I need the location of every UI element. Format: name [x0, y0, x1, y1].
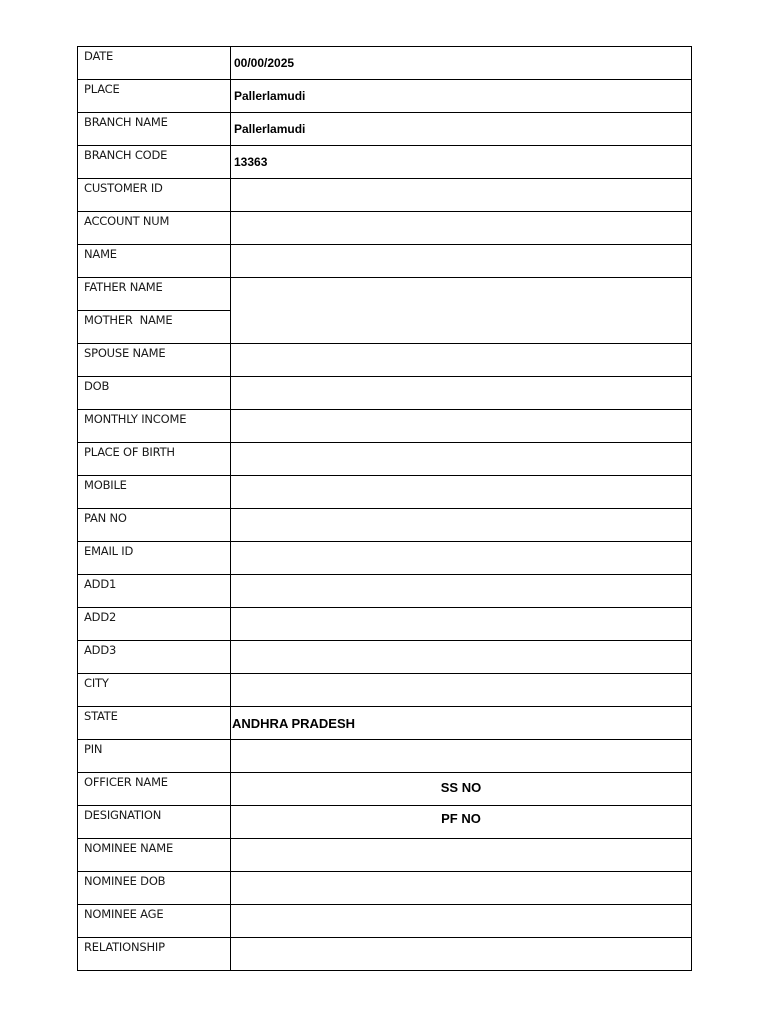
row-place-of-birth	[78, 443, 692, 476]
row-place	[78, 80, 692, 113]
city-label-cell	[78, 674, 231, 707]
row-officer-name	[78, 773, 692, 806]
row-relationship	[78, 938, 692, 971]
row-branch-name	[78, 113, 692, 146]
place-label: PLACE	[84, 82, 120, 96]
name-label-cell	[78, 245, 231, 278]
row-nominee-name	[78, 839, 692, 872]
name-label: NAME	[84, 247, 117, 261]
add1-label: ADD1	[84, 577, 117, 591]
branch-code-field[interactable]	[231, 146, 692, 179]
designation-field[interactable]	[231, 806, 692, 839]
mother-name-label: MOTHER NAME	[84, 313, 173, 327]
city-label: CITY	[84, 676, 109, 690]
date-value: 00/00/2025	[234, 56, 295, 70]
row-customer-id	[78, 179, 692, 212]
nominee-age-label-cell	[78, 905, 231, 938]
row-email-id	[78, 542, 692, 575]
row-pin	[78, 740, 692, 773]
name-field[interactable]	[231, 245, 692, 278]
spouse-name-label-cell	[78, 344, 231, 377]
add1-field[interactable]	[231, 575, 692, 608]
branch-name-label-cell	[78, 113, 231, 146]
mobile-label-cell	[78, 476, 231, 509]
row-name	[78, 245, 692, 278]
parents-name-field[interactable]	[231, 278, 692, 344]
relationship-label: RELATIONSHIP	[84, 940, 165, 954]
spouse-name-field[interactable]	[231, 344, 692, 377]
place-of-birth-label: PLACE OF BIRTH	[84, 445, 175, 459]
branch-code-label: BRANCH CODE	[84, 148, 168, 162]
city-field[interactable]	[231, 674, 692, 707]
date-label: DATE	[84, 49, 114, 63]
monthly-income-field[interactable]	[231, 410, 692, 443]
ss-no-label: SS NO	[440, 780, 482, 795]
branch-name-value: Pallerlamudi	[234, 122, 306, 136]
nominee-name-field[interactable]	[231, 839, 692, 872]
customer-form-table	[77, 46, 692, 971]
dob-field[interactable]	[231, 377, 692, 410]
row-mobile	[78, 476, 692, 509]
row-state	[78, 707, 692, 740]
state-value: ANDHRA PRADESH	[232, 716, 356, 731]
nominee-dob-label-cell	[78, 872, 231, 905]
customer-id-label-cell	[78, 179, 231, 212]
officer-name-field[interactable]	[231, 773, 692, 806]
add2-field[interactable]	[231, 608, 692, 641]
pan-no-label-cell	[78, 509, 231, 542]
date-label-cell	[78, 47, 231, 80]
place-field[interactable]	[231, 80, 692, 113]
add3-field[interactable]	[231, 641, 692, 674]
row-dob	[78, 377, 692, 410]
nominee-age-label: NOMINEE AGE	[84, 907, 164, 921]
monthly-income-label-cell	[78, 410, 231, 443]
father-name-label: FATHER NAME	[84, 280, 163, 294]
pin-field[interactable]	[231, 740, 692, 773]
state-field[interactable]	[231, 707, 692, 740]
row-date	[78, 47, 692, 80]
state-label: STATE	[84, 709, 118, 723]
place-of-birth-label-cell	[78, 443, 231, 476]
email-id-label: EMAIL ID	[84, 544, 134, 558]
monthly-income-label: MONTHLY INCOME	[84, 412, 187, 426]
nominee-name-label-cell	[78, 839, 231, 872]
row-nominee-dob	[78, 872, 692, 905]
customer-id-label: CUSTOMER ID	[84, 181, 163, 195]
add2-label-cell	[78, 608, 231, 641]
pan-no-label: PAN NO	[84, 511, 127, 525]
pan-no-field[interactable]	[231, 509, 692, 542]
branch-code-value: 13363	[234, 155, 268, 169]
pf-no-label: PF NO	[441, 811, 481, 826]
nominee-name-label: NOMINEE NAME	[84, 841, 174, 855]
father-name-label-cell	[78, 278, 231, 311]
spouse-name-label: SPOUSE NAME	[84, 346, 166, 360]
officer-name-label: OFFICER NAME	[84, 775, 168, 789]
add3-label: ADD3	[84, 643, 117, 657]
email-id-label-cell	[78, 542, 231, 575]
relationship-label-cell	[78, 938, 231, 971]
dob-label-cell	[78, 377, 231, 410]
branch-name-label: BRANCH NAME	[84, 115, 168, 129]
row-add1	[78, 575, 692, 608]
row-add3	[78, 641, 692, 674]
officer-name-label-cell	[78, 773, 231, 806]
nominee-dob-field[interactable]	[231, 872, 692, 905]
row-designation	[78, 806, 692, 839]
row-city	[78, 674, 692, 707]
row-branch-code	[78, 146, 692, 179]
place-of-birth-field[interactable]	[231, 443, 692, 476]
row-pan-no	[78, 509, 692, 542]
designation-label: DESIGNATION	[84, 808, 162, 822]
account-num-label: ACCOUNT NUM	[84, 214, 170, 228]
mother-name-label-cell	[78, 311, 231, 344]
add3-label-cell	[78, 641, 231, 674]
branch-code-label-cell	[78, 146, 231, 179]
mobile-label: MOBILE	[84, 478, 127, 492]
row-add2	[78, 608, 692, 641]
pin-label-cell	[78, 740, 231, 773]
add2-label: ADD2	[84, 610, 117, 624]
date-field[interactable]	[231, 47, 692, 80]
account-num-field[interactable]	[231, 212, 692, 245]
row-father-name	[78, 278, 692, 311]
row-account-num	[78, 212, 692, 245]
row-spouse-name	[78, 344, 692, 377]
dob-label: DOB	[84, 379, 110, 393]
mobile-field[interactable]	[231, 476, 692, 509]
add1-label-cell	[78, 575, 231, 608]
customer-id-field[interactable]	[231, 179, 692, 212]
designation-label-cell	[78, 806, 231, 839]
place-label-cell	[78, 80, 231, 113]
place-value: Pallerlamudi	[234, 89, 306, 103]
nominee-dob-label: NOMINEE DOB	[84, 874, 166, 888]
pin-label: PIN	[84, 742, 103, 756]
row-monthly-income	[78, 410, 692, 443]
email-id-field[interactable]	[231, 542, 692, 575]
account-num-label-cell	[78, 212, 231, 245]
row-nominee-age	[78, 905, 692, 938]
branch-name-field[interactable]	[231, 113, 692, 146]
nominee-age-field[interactable]	[231, 905, 692, 938]
relationship-field[interactable]	[231, 938, 692, 971]
state-label-cell	[78, 707, 231, 740]
